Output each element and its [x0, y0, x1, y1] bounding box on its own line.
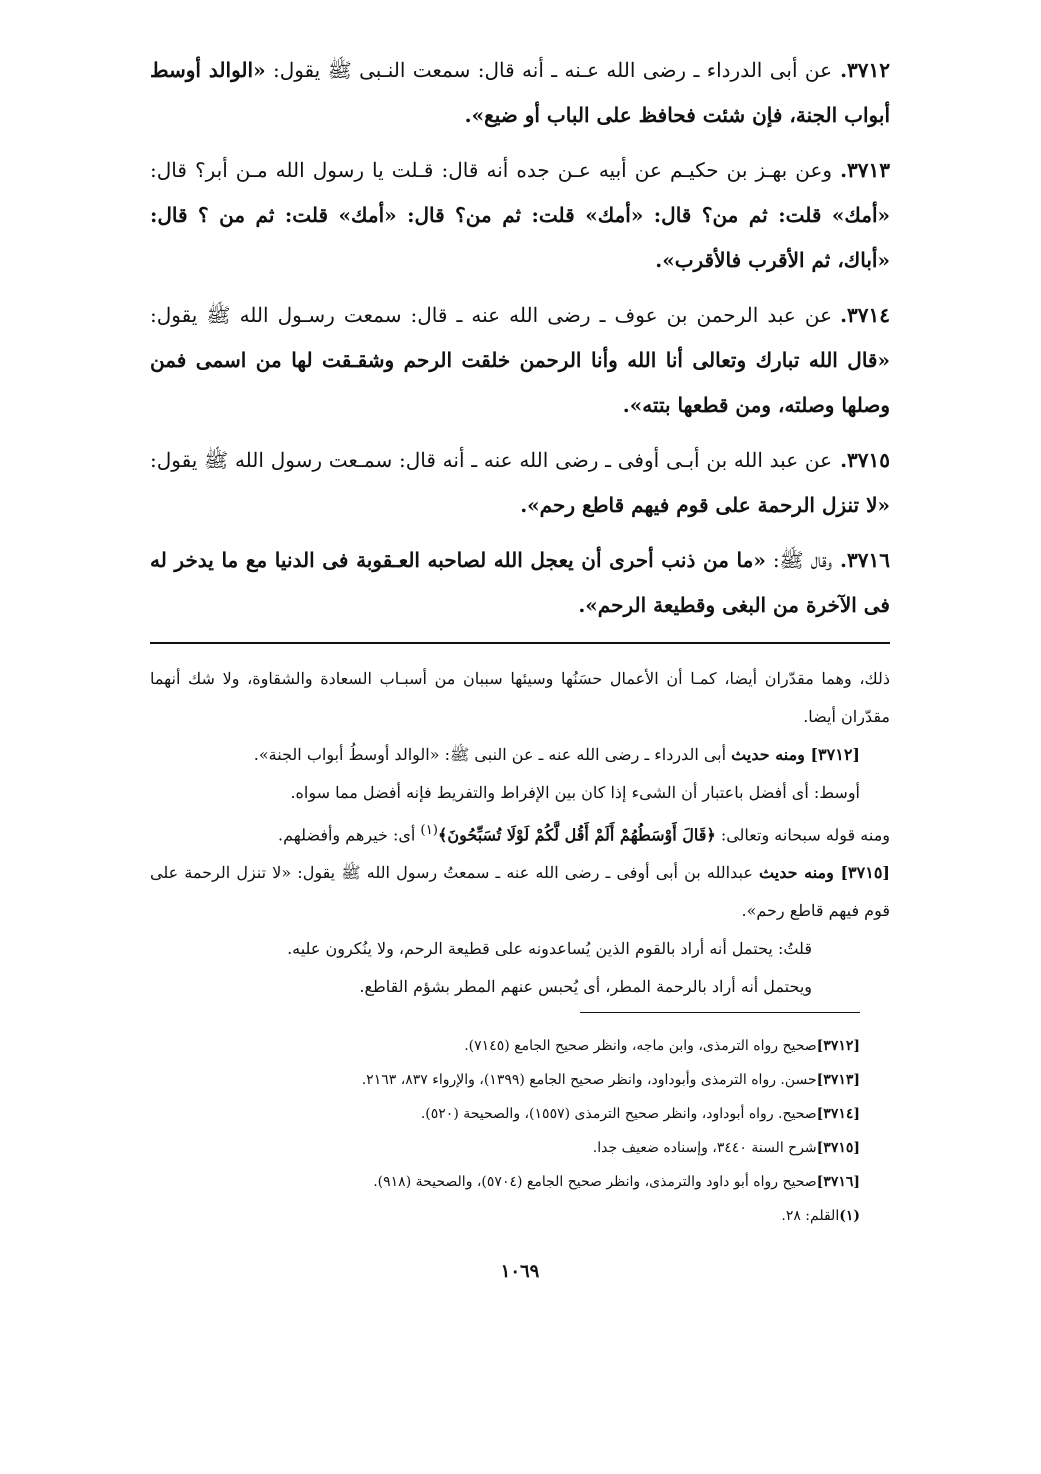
- hadith-number: ٣٧١٦.: [840, 548, 890, 572]
- footnote: [150, 1199, 890, 1233]
- hadith-isnad: وقال ﷺ:: [765, 548, 833, 572]
- commentary-text: ومنه قوله سبحانه وتعالى:: [715, 825, 890, 845]
- commentary-paragraph: [150, 854, 890, 930]
- hadith-3716: [150, 538, 890, 628]
- commentary-paragraph: ويحتمل أنه أراد بالرحمة المطر، أى يُحبس عنهم المطر بشؤم القاطع.: [359, 977, 812, 997]
- footnote-text: صحيح رواه الترمذى، وابن ماجه، وانظر صحيح الجامع (٧١٤٥).: [464, 1038, 817, 1055]
- footnote-ref: (١): [839, 1208, 860, 1225]
- hadith-number: ٣٧١٤.: [840, 303, 890, 327]
- hadith-isnad: عن عبد الرحمن بن عوف ـ رضى الله عنه ـ قال: سمعت رسـول الله ﷺ يقول:: [150, 303, 833, 327]
- hadith-matn: «ما من ذنب أحرى أن يعجل الله لصاحبه العـقوبة فى الدنيا مع ما يدخر له فى الآخرة من البغى وقطيعة الرحم».: [150, 548, 890, 617]
- hadith-number: ٣٧١٢.: [840, 58, 890, 82]
- footnote-ref: [٣٧١٥]: [816, 1140, 860, 1157]
- hadith-matn: «قال الله تبارك وتعالى أنا الله وأنا الرحمن خلقت الرحم وشقـقت لها من اسمى فمن وصلها وصلته، ومن قطعها بتته».: [150, 348, 890, 417]
- commentary-heading: [٣٧١٥] ومنه حديث: [759, 863, 890, 883]
- quran-verse: ﴿قَالَ أَوْسَطُهُمْ أَلَمْ أَقُل لَّكُمْ لَوْلَا تُسَبِّحُونَ﴾: [437, 825, 716, 845]
- hadith-3713: [150, 148, 890, 283]
- footnote: [150, 1131, 890, 1165]
- hadith-number: ٣٧١٥.: [840, 448, 890, 472]
- footnote-text: صحيح. رواه أبوداود، وانظر صحيح الترمذى (١٥٥٧)، والصحيحة (٥٢٠).: [420, 1106, 817, 1123]
- footnote: [150, 1029, 890, 1063]
- commentary-paragraph: ذلك، وهما مقدّران أيضا، كمـا أن الأعمال حسَنُها وسيئها سببان من أسبـاب السعادة والشقاوة، ولا شك أنهما مقدّران أيضا.: [150, 669, 890, 726]
- footnote-divider: [580, 1012, 860, 1013]
- footnote-ref: [٣٧١٦]: [816, 1174, 860, 1191]
- hadith-matn: «أمك» قلت: ثم من؟ قال: «أمك» قلت: ثم من؟ قال: «أمك» قلت: ثم من ؟ قال: «أباك، ثم الأقرب فالأقرب».: [150, 203, 890, 272]
- commentary-text: أى: خيرهم وأفضلهم.: [278, 825, 421, 845]
- commentary-paragraph: أوسط: أى أفضل باعتبار أن الشىء إذا كان بين الإفراط والتفريط فإنه أفضل مما سواه.: [290, 783, 860, 802]
- hadith-3712: [150, 48, 890, 138]
- section-divider: [150, 642, 890, 644]
- footnote-ref: [٣٧١٢]: [816, 1038, 860, 1055]
- hadith-isnad: عن أبى الدرداء ـ رضى الله عـنه ـ أنه قال: سمعت النـبى ﷺ يقول:: [265, 58, 833, 82]
- footnote-text: صحيح رواه أبو داود والترمذى، وانظر صحيح الجامع (٥٧٠٤)، والصحيحة (٩١٨).: [373, 1174, 817, 1191]
- hadith-3714: [150, 293, 890, 428]
- book-page: [150, 48, 890, 1282]
- hadith-matn: «الوالد أوسط أبواب الجنة، فإن شئت فحافظ على الباب أو ضيع».: [150, 58, 890, 127]
- footnote: [150, 1165, 890, 1199]
- commentary-paragraph: [150, 812, 890, 854]
- commentary-text: أبى الدرداء ـ رضى الله عنه ـ عن النبى ﷺ: «الوالد أوسطُ أبواب الجنة».: [253, 745, 727, 764]
- footnote-marker: (١): [420, 823, 438, 838]
- footnote: [150, 1097, 890, 1131]
- hadith-number: ٣٧١٣.: [840, 158, 890, 182]
- footnotes: [150, 1029, 890, 1233]
- footnote-text: حسن. رواه الترمذى وأبوداود، وانظر صحيح الجامع (١٣٩٩)، والإرواء ٨٣٧، ٢١٦٣.: [361, 1072, 817, 1089]
- commentary-heading: [٣٧١٢] ومنه حديث: [731, 745, 860, 764]
- footnote: [150, 1063, 890, 1097]
- footnote-text: القلم: ٢٨.: [781, 1208, 840, 1225]
- commentary-text: عبدالله بن أبى أوفى ـ رضى الله عنه ـ سمعتُ رسول الله ﷺ يقول: «لا تنزل الرحمة على قوم فيهم قاطع رحم».: [150, 863, 890, 921]
- footnote-ref: [٣٧١٤]: [816, 1106, 860, 1123]
- hadith-isnad: عن عبد الله بن أبـى أوفى ـ رضى الله عنه ـ أنه قال: سمـعت رسول الله ﷺ يقول:: [150, 448, 833, 472]
- hadith-matn: «لا تنزل الرحمة على قوم فيهم قاطع رحم».: [520, 493, 890, 517]
- footnote-ref: [٣٧١٣]: [816, 1072, 860, 1089]
- hadith-3715: [150, 438, 890, 528]
- commentary-paragraph: [150, 736, 890, 774]
- footnote-text: شرح السنة ٣٤٤٠، وإسناده ضعيف جدا.: [592, 1140, 817, 1157]
- hadith-section: [150, 48, 890, 628]
- commentary-section: [150, 660, 890, 1006]
- page-number: ١٠٦٩: [500, 1261, 540, 1283]
- hadith-isnad: وعن بهـز بن حكيـم عن أبيه عـن جده أنه قال: قـلت يا رسول الله مـن أبر؟ قال:: [150, 158, 833, 182]
- commentary-paragraph: قلتُ: يحتمل أنه أراد بالقوم الذين يُساعدونه على قطيعة الرحم، ولا ينُكرون عليه.: [287, 939, 812, 959]
